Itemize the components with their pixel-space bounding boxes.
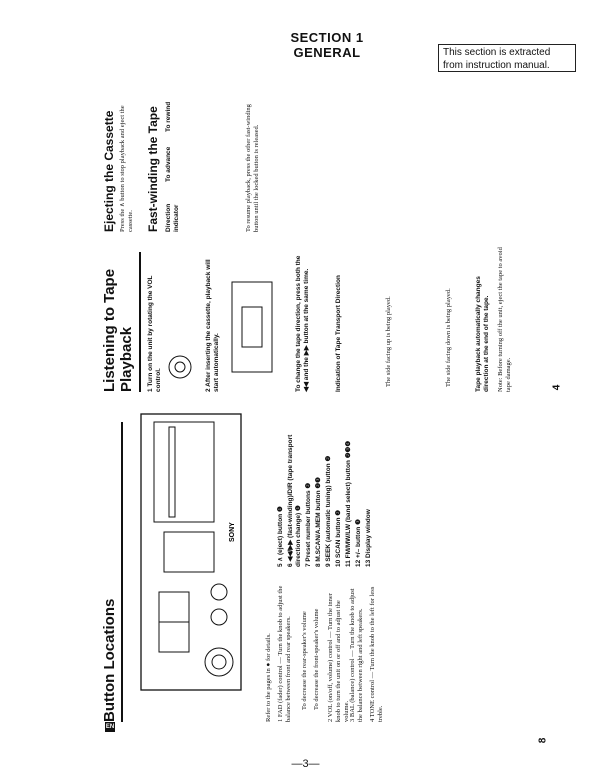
page-footer-number: —3— — [291, 758, 320, 770]
note-text: Note: Before turning off the unit, eject the tape to avoid tape damage. — [497, 247, 512, 392]
fastwind-col-advance: To advance — [165, 146, 172, 182]
control-item-4: 4 TONE control — Turn the knob to the left for less treble. — [369, 586, 384, 722]
title-rule — [121, 422, 123, 722]
fastwind-col-rewind: To rewind — [165, 101, 172, 132]
manual-page-rotated — [95, 82, 610, 732]
step-2: 2 After inserting the cassette, playback will start automatically. — [205, 259, 220, 392]
cassette-insert-illustration — [227, 267, 277, 377]
side-b-text: The side facing down is being played. — [445, 288, 452, 387]
list-item-5: 5 ∧ (eject) button ❶ — [277, 506, 284, 567]
vol-knob-illustration — [165, 347, 195, 387]
control-item-3: 3 BAL (balance) control — Turn the knob to adjust the balance between right and left speakers. — [349, 588, 364, 722]
fastwind-title: Fast-winding the Tape — [146, 106, 160, 232]
list-item-13: 13 Display window — [365, 509, 372, 567]
list-item-12: 12 +/– button ❸ — [355, 519, 362, 567]
auto-reverse-text: Tape playback automatically changes direction at the end of the tape. — [475, 276, 490, 392]
ejecting-title: Ejecting the Cassette — [102, 110, 116, 232]
control-item-1b: To decrease the front-speaker's volume — [313, 608, 320, 710]
list-item-9: 9 SEEK (automatic tuning) button ❷ — [325, 455, 332, 567]
page-number-left: 8 — [537, 737, 549, 744]
intro-text: Refer to the pages in ● for details. — [265, 633, 272, 722]
list-item-10: 10 SCAN button ❷ — [335, 509, 342, 567]
control-item-1: 1 FAD (fader) control — Turn the knob to adjust the balance between front and rear speakers. — [277, 585, 292, 722]
en-badge: EN — [105, 724, 115, 730]
list-item-6: 6 ◀◀/▶▶ (fast-winding)/DIR (tape transport direction change) ❶ — [287, 434, 302, 567]
listening-title: Listening to Tape Playback — [101, 268, 135, 392]
list-item-11: 11 FM/MW/LW (band select) button ❷❸❹ — [345, 440, 352, 567]
indication-title: Indication of Tape Transport Direction — [335, 275, 342, 392]
direction-text: To change the tape direction, press both the ◀◀ and the ▶▶ button at the same time. — [295, 255, 310, 392]
fastwind-col-direction: Direction indicator — [165, 203, 180, 232]
extract-note: This section is extracted from instruction manual. — [438, 44, 576, 72]
section-title: SECTION 1 GENERAL — [290, 30, 364, 60]
button-locations-title: Button Locations — [101, 598, 118, 722]
list-item-8: 8 M.SCAN/A.MEM button ❷❸ — [315, 476, 322, 567]
step-1: 1 Turn on the unit by rotating the VOL control. — [147, 275, 162, 392]
page-number-right: 4 — [551, 384, 563, 391]
fastwind-resume-text: To resume playback, press the other fast-winding button until the locked button is released. — [245, 104, 260, 232]
svg-text:SONY: SONY — [229, 522, 236, 542]
ejecting-text: Press the ∧ button to stop playback and eject the cassette. — [119, 105, 134, 232]
control-item-1a: To decrease the rear-speaker's volume — [301, 611, 308, 710]
list-item-7: 7 Preset number buttons ❷ — [305, 482, 312, 567]
side-a-text: The side facing up is being played. — [385, 296, 392, 387]
listening-rule — [139, 252, 141, 392]
control-item-2: 2 VOL (on/off, volume) control — Turn the inner knob to turn the unit on or off and to adjust the volume. — [327, 593, 350, 722]
unit-front-panel-diagram — [129, 412, 249, 692]
